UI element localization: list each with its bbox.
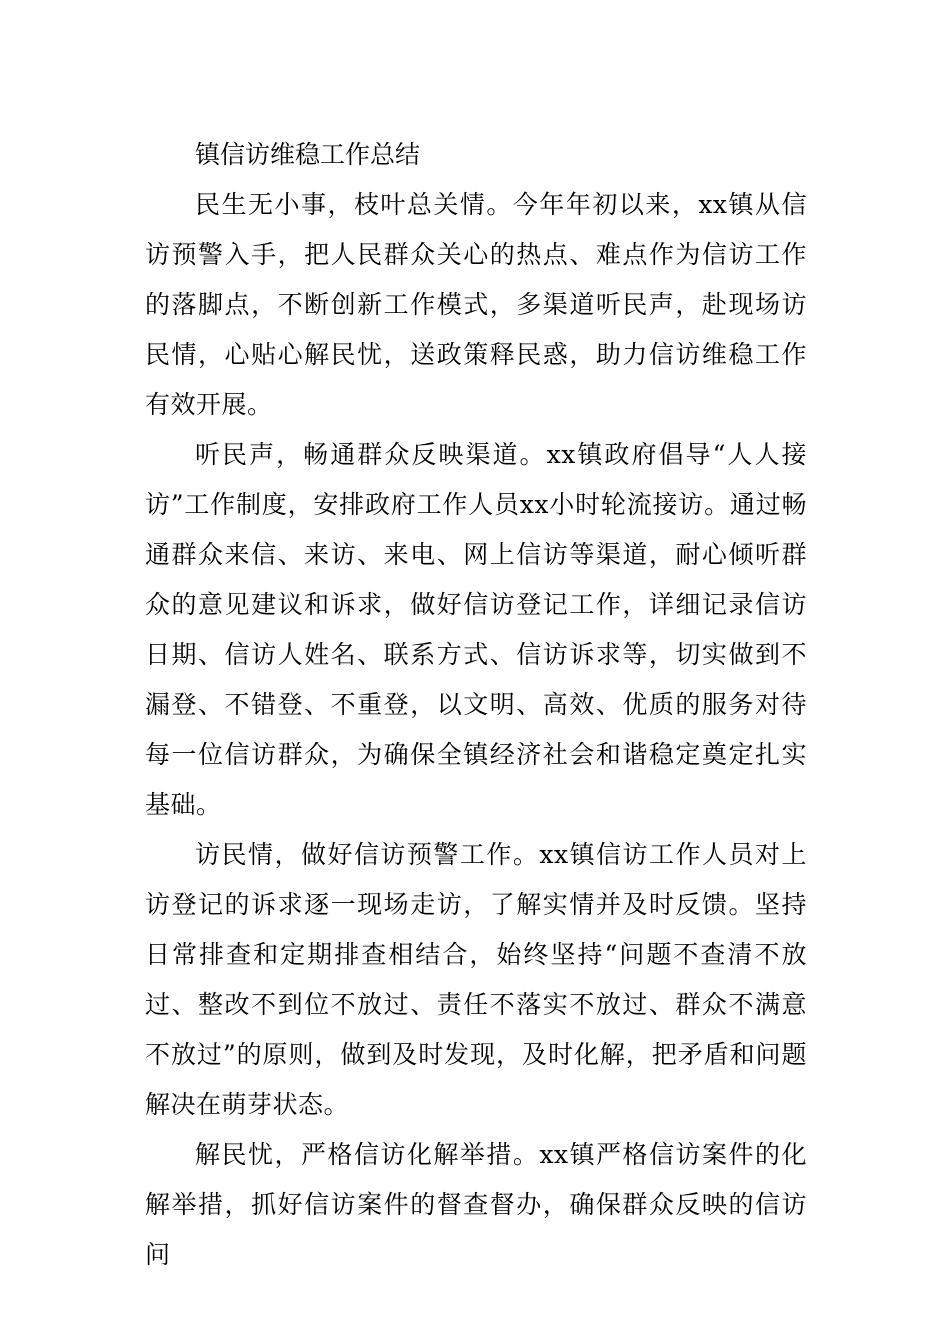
document-title: 镇信访维稳工作总结 xyxy=(195,140,421,169)
paragraph-visit: 访民情，做好信访预警工作。xx镇信访工作人员对上访登记的诉求逐一现场走访，了解实情并及时反馈。坚持日常排查和定期排查相结合，始终坚持“问题不查清不放过、整改不到位不放过、责任不落实不放过、群众不满意不放过”的原则，做到及时发现，及时化解，把矛盾和问题解决在萌芽状态。 xyxy=(145,840,807,1119)
paragraph-listen: 听民声，畅通群众反映渠道。xx镇政府倡导“人人接访”工作制度，安排政府工作人员xx小时轮流接访。通过畅通群众来信、来访、来电、网上信访等渠道，耐心倾听群众的意见建议和诉求，做好信访登记工作，详细记录信访日期、信访人姓名、联系方式、信访诉求等，切实做到不漏登、不错登、不重登，以文明、高效、优质的服务对待每一位信访群众，为确保全镇经济社会和谐稳定奠定扎实基础。 xyxy=(145,440,807,819)
paragraph-resolve: 解民忧，严格信访化解举措。xx镇严格信访案件的化解举措，抓好信访案件的督查督办，确保群众反映的信访问 xyxy=(145,1140,807,1269)
paragraph-intro: 民生无小事，枝叶总关情。今年年初以来，xx镇从信访预警入手，把人民群众关心的热点、难点作为信访工作的落脚点，不断创新工作模式，多渠道听民声，赴现场访民情，心贴心解民忧，送政策释民惑，助力信访维稳工作有效开展。 xyxy=(145,190,807,419)
document-body xyxy=(145,130,807,1280)
